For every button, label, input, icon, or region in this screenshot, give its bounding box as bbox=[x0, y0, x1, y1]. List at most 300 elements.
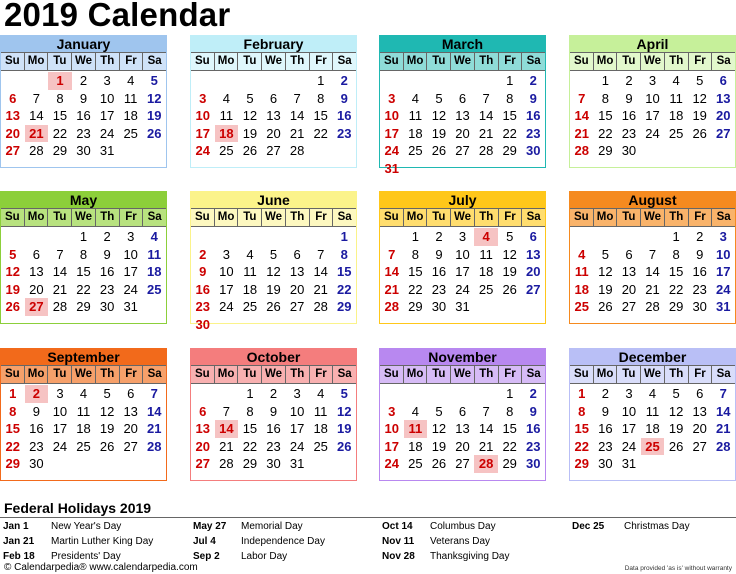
day-cell: 11 bbox=[574, 264, 589, 280]
month-name: March bbox=[380, 36, 545, 53]
empty-cell bbox=[688, 455, 712, 473]
day-cell: 10 bbox=[384, 421, 400, 437]
week-row bbox=[191, 298, 356, 316]
weekday-label: Sa bbox=[147, 211, 162, 223]
day-cell: 26 bbox=[5, 299, 21, 315]
weekday-label: Su bbox=[570, 366, 594, 383]
day-cell: 5 bbox=[150, 73, 158, 88]
day-cell: 15 bbox=[52, 108, 68, 124]
day-cell: 28 bbox=[147, 438, 162, 454]
day-cell: 6 bbox=[269, 90, 278, 106]
day-cell: 27 bbox=[266, 143, 281, 159]
day-cell: 23 bbox=[99, 281, 115, 297]
week-row bbox=[1, 228, 166, 246]
day-cell: 9 bbox=[103, 246, 111, 262]
day-cell: 1 bbox=[411, 229, 419, 244]
empty-cell bbox=[1, 72, 25, 90]
day-cell: 22 bbox=[52, 125, 68, 141]
day-cell: 2 bbox=[340, 73, 348, 88]
week-row bbox=[191, 246, 356, 264]
weekday-label: Fr bbox=[499, 366, 523, 383]
day-cell: 8 bbox=[56, 90, 64, 106]
month-september bbox=[0, 348, 167, 481]
day-cell: 4 bbox=[578, 246, 586, 262]
weekday-label: Tu bbox=[427, 366, 451, 383]
day-cell: 30 bbox=[526, 143, 541, 159]
day-cell: 26 bbox=[266, 299, 281, 315]
holiday-day-cell: 27 bbox=[25, 298, 49, 316]
day-cell: 18 bbox=[408, 438, 423, 454]
day-cell: 6 bbox=[199, 403, 207, 419]
weekday-label: Sa bbox=[337, 368, 352, 380]
empty-cell bbox=[262, 228, 286, 246]
day-cell: 26 bbox=[598, 299, 613, 315]
weekday-label: Sa bbox=[337, 211, 352, 223]
holiday-column bbox=[382, 519, 509, 564]
day-cell: 2 bbox=[79, 73, 88, 88]
day-cell: 6 bbox=[293, 246, 301, 262]
weekday-header bbox=[1, 366, 166, 384]
weekday-label: Mo bbox=[215, 53, 239, 70]
week-row bbox=[1, 281, 166, 299]
day-cell: 15 bbox=[668, 264, 684, 280]
weekday-label: Th bbox=[665, 209, 689, 226]
day-cell: 24 bbox=[384, 143, 400, 159]
day-cell: 10 bbox=[455, 246, 470, 262]
weekday-label: Su bbox=[191, 53, 215, 70]
day-cell: 1 bbox=[79, 229, 88, 244]
day-cell: 8 bbox=[672, 246, 680, 262]
day-cell: 16 bbox=[526, 108, 541, 124]
day-cell: 9 bbox=[435, 246, 443, 262]
empty-cell bbox=[309, 142, 333, 160]
empty-cell bbox=[25, 228, 49, 246]
weekday-label: Fr bbox=[499, 209, 523, 226]
day-cell: 13 bbox=[692, 403, 707, 419]
day-cell: 19 bbox=[5, 281, 21, 297]
month-february bbox=[190, 35, 357, 168]
week-row bbox=[191, 281, 356, 299]
empty-cell bbox=[404, 385, 428, 403]
day-cell: 25 bbox=[668, 125, 684, 141]
week-row bbox=[570, 281, 735, 299]
day-cell: 25 bbox=[313, 438, 328, 454]
day-cell: 31 bbox=[384, 160, 400, 176]
empty-cell bbox=[119, 455, 143, 473]
weekday-label: We bbox=[451, 53, 475, 70]
weekday-label: Tu bbox=[48, 53, 72, 70]
week-row bbox=[380, 385, 545, 403]
holiday-row bbox=[382, 549, 509, 564]
week-row bbox=[191, 438, 356, 456]
weekday-label: Th bbox=[96, 209, 120, 226]
day-cell: 29 bbox=[502, 456, 517, 472]
day-cell: 3 bbox=[222, 246, 230, 262]
day-cell: 15 bbox=[574, 421, 590, 437]
day-cell: 1 bbox=[506, 73, 514, 88]
holiday-row bbox=[572, 519, 690, 534]
day-cell: 16 bbox=[29, 421, 44, 437]
empty-cell bbox=[332, 455, 356, 473]
empty-cell bbox=[262, 316, 286, 334]
day-cell: 26 bbox=[431, 456, 447, 472]
day-cell: 14 bbox=[29, 108, 44, 124]
day-cell: 7 bbox=[648, 246, 657, 262]
day-cell: 10 bbox=[645, 90, 660, 106]
day-cell: 11 bbox=[669, 90, 683, 106]
weekday-label: Tu bbox=[617, 209, 641, 226]
weekday-label: Sa bbox=[337, 55, 352, 67]
empty-cell bbox=[688, 142, 712, 160]
day-cell: 29 bbox=[5, 456, 21, 472]
day-cell: 5 bbox=[269, 246, 278, 262]
week-row bbox=[1, 403, 166, 421]
week-row bbox=[380, 438, 545, 456]
weekday-label: Th bbox=[96, 53, 120, 70]
month-name: June bbox=[191, 192, 356, 209]
empty-cell bbox=[594, 228, 618, 246]
weekday-label: Su bbox=[570, 209, 594, 226]
month-name: January bbox=[1, 36, 166, 53]
day-cell: 16 bbox=[195, 281, 211, 297]
day-cell: 3 bbox=[127, 229, 135, 244]
empty-cell bbox=[617, 228, 641, 246]
weekday-label: We bbox=[72, 209, 96, 226]
day-cell: 30 bbox=[526, 456, 541, 472]
day-cell: 16 bbox=[337, 108, 352, 124]
empty-cell bbox=[48, 455, 72, 473]
empty-cell bbox=[309, 316, 333, 334]
day-cell: 9 bbox=[340, 90, 348, 106]
weekday-label: Mo bbox=[404, 53, 428, 70]
empty-cell bbox=[380, 72, 404, 90]
day-cell: 15 bbox=[408, 264, 423, 280]
empty-cell bbox=[380, 385, 404, 403]
month-name: September bbox=[1, 349, 166, 366]
day-cell: 18 bbox=[408, 125, 423, 141]
weekday-label: We bbox=[641, 209, 665, 226]
day-cell: 15 bbox=[242, 421, 258, 437]
empty-cell bbox=[427, 385, 451, 403]
day-cell: 2 bbox=[435, 229, 443, 244]
day-cell: 11 bbox=[408, 108, 423, 124]
holidays-title: Federal Holidays 2019 bbox=[4, 500, 152, 516]
day-cell: 25 bbox=[478, 281, 494, 297]
week-row bbox=[380, 228, 545, 246]
day-cell: 7 bbox=[388, 246, 396, 262]
day-cell: 12 bbox=[668, 403, 684, 419]
day-cell: 30 bbox=[76, 143, 91, 159]
weekday-label: Fr bbox=[499, 53, 523, 70]
day-cell: 12 bbox=[266, 264, 281, 280]
weekday-label: Th bbox=[96, 366, 120, 383]
day-cell: 14 bbox=[147, 403, 162, 419]
day-cell: 27 bbox=[289, 299, 305, 315]
day-cell: 19 bbox=[668, 421, 684, 437]
day-cell: 11 bbox=[243, 264, 257, 280]
day-cell: 23 bbox=[266, 438, 281, 454]
holiday-name: Labor Day bbox=[241, 551, 288, 562]
day-cell: 4 bbox=[317, 386, 325, 401]
day-cell: 15 bbox=[502, 108, 517, 124]
weekday-label: Su bbox=[1, 53, 25, 70]
day-cell: 17 bbox=[716, 264, 731, 280]
month-name: February bbox=[191, 36, 356, 53]
empty-cell bbox=[664, 142, 688, 160]
empty-cell bbox=[451, 72, 475, 90]
day-cell: 27 bbox=[455, 456, 470, 472]
holiday-date: Jul 4 bbox=[193, 536, 216, 547]
week-row bbox=[191, 385, 356, 403]
weekday-label: Mo bbox=[594, 366, 618, 383]
week-row bbox=[191, 316, 356, 334]
empty-cell bbox=[215, 72, 239, 90]
weekday-label: Th bbox=[475, 209, 499, 226]
day-cell: 1 bbox=[601, 73, 609, 88]
day-cell: 7 bbox=[578, 90, 586, 106]
day-cell: 7 bbox=[482, 90, 490, 106]
weekday-header bbox=[191, 209, 356, 227]
week-row bbox=[570, 438, 735, 456]
weekday-label: Fr bbox=[689, 53, 713, 70]
empty-cell bbox=[498, 298, 522, 316]
weekday-label: Th bbox=[665, 53, 689, 70]
day-cell: 11 bbox=[479, 246, 493, 262]
day-cell: 20 bbox=[621, 281, 637, 297]
day-cell: 28 bbox=[716, 438, 731, 454]
week-row bbox=[380, 246, 545, 264]
weekday-label: Fr bbox=[310, 209, 334, 226]
day-cell: 26 bbox=[668, 438, 684, 454]
day-cell: 18 bbox=[645, 421, 660, 437]
day-cell: 25 bbox=[147, 281, 162, 297]
day-cell: 3 bbox=[199, 90, 207, 106]
holiday-row bbox=[382, 519, 509, 534]
day-cell: 6 bbox=[458, 403, 467, 419]
day-cell: 9 bbox=[529, 90, 537, 106]
day-cell: 15 bbox=[502, 421, 517, 437]
day-cell: 6 bbox=[32, 246, 40, 262]
holiday-day-cell: 1 bbox=[48, 72, 72, 90]
week-row bbox=[191, 107, 356, 125]
weekday-header bbox=[191, 366, 356, 384]
day-cell: 9 bbox=[79, 90, 88, 106]
day-cell: 6 bbox=[719, 73, 727, 88]
holiday-day-cell: 11 bbox=[404, 420, 428, 438]
weekday-label: Fr bbox=[120, 209, 144, 226]
day-cell: 24 bbox=[123, 281, 138, 297]
day-cell: 7 bbox=[719, 386, 727, 401]
weekday-label: Fr bbox=[310, 366, 334, 383]
day-cell: 2 bbox=[103, 229, 111, 244]
empty-cell bbox=[285, 316, 309, 334]
day-cell: 2 bbox=[269, 386, 278, 401]
weekday-label: We bbox=[641, 366, 665, 383]
holiday-date: May 27 bbox=[193, 521, 227, 532]
day-cell: 14 bbox=[313, 264, 328, 280]
day-cell: 20 bbox=[123, 421, 138, 437]
day-cell: 20 bbox=[266, 125, 281, 141]
day-cell: 16 bbox=[431, 264, 447, 280]
day-cell: 4 bbox=[246, 246, 254, 262]
week-row bbox=[380, 125, 545, 143]
day-cell: 12 bbox=[147, 90, 162, 106]
weekday-label: Fr bbox=[310, 53, 334, 70]
day-cell: 21 bbox=[313, 281, 328, 297]
day-cell: 10 bbox=[99, 90, 115, 106]
day-cell: 13 bbox=[29, 264, 44, 280]
day-cell: 9 bbox=[601, 403, 609, 419]
empty-cell bbox=[332, 142, 356, 160]
day-cell: 8 bbox=[506, 403, 514, 419]
empty-cell bbox=[1, 228, 25, 246]
week-row bbox=[570, 142, 735, 160]
holiday-column bbox=[572, 519, 690, 534]
day-cell: 11 bbox=[645, 403, 660, 419]
holiday-date: Dec 25 bbox=[572, 521, 605, 532]
month-name: August bbox=[570, 192, 735, 209]
day-cell: 29 bbox=[76, 299, 91, 315]
day-cell: 8 bbox=[506, 90, 514, 106]
day-cell: 23 bbox=[431, 281, 447, 297]
day-cell: 20 bbox=[526, 264, 541, 280]
day-cell: 22 bbox=[502, 125, 517, 141]
day-cell: 23 bbox=[598, 438, 613, 454]
day-cell: 13 bbox=[5, 108, 21, 124]
week-row bbox=[1, 90, 166, 108]
day-cell: 15 bbox=[313, 108, 328, 124]
day-cell: 23 bbox=[29, 438, 44, 454]
day-cell: 1 bbox=[317, 73, 325, 88]
day-cell: 21 bbox=[147, 421, 162, 437]
empty-cell bbox=[285, 228, 309, 246]
day-cell: 11 bbox=[147, 246, 162, 262]
week-row bbox=[191, 455, 356, 473]
empty-cell bbox=[48, 228, 72, 246]
weekday-label: Th bbox=[475, 366, 499, 383]
day-cell: 5 bbox=[103, 386, 111, 401]
day-cell: 30 bbox=[598, 456, 613, 472]
weekday-label: Sa bbox=[147, 55, 162, 67]
day-cell: 22 bbox=[408, 281, 423, 297]
day-cell: 20 bbox=[5, 125, 21, 141]
weekday-label: Sa bbox=[147, 368, 162, 380]
day-cell: 9 bbox=[269, 403, 278, 419]
empty-cell bbox=[95, 455, 119, 473]
day-cell: 2 bbox=[625, 73, 633, 88]
weekday-header bbox=[191, 53, 356, 71]
empty-cell bbox=[641, 142, 665, 160]
day-cell: 5 bbox=[672, 386, 680, 401]
day-cell: 12 bbox=[598, 264, 613, 280]
week-row bbox=[570, 385, 735, 403]
day-cell: 29 bbox=[52, 143, 68, 159]
week-row bbox=[570, 72, 735, 90]
holiday-column bbox=[193, 519, 325, 564]
holiday-day-cell: 14 bbox=[215, 420, 239, 438]
day-cell: 20 bbox=[716, 108, 731, 124]
day-cell: 16 bbox=[99, 264, 115, 280]
day-cell: 24 bbox=[195, 143, 211, 159]
day-cell: 13 bbox=[621, 264, 637, 280]
holiday-row bbox=[193, 534, 325, 549]
empty-cell bbox=[238, 72, 262, 90]
weekday-header bbox=[570, 53, 735, 71]
week-row bbox=[380, 420, 545, 438]
empty-cell bbox=[521, 160, 545, 178]
weekday-label: We bbox=[451, 366, 475, 383]
day-cell: 8 bbox=[9, 403, 17, 419]
week-row bbox=[191, 90, 356, 108]
day-cell: 25 bbox=[219, 143, 234, 159]
empty-cell bbox=[641, 455, 665, 473]
empty-cell bbox=[404, 160, 428, 178]
month-december bbox=[569, 348, 736, 481]
day-cell: 18 bbox=[123, 108, 138, 124]
weekday-label: Fr bbox=[689, 366, 713, 383]
day-cell: 21 bbox=[384, 281, 400, 297]
day-cell: 13 bbox=[526, 246, 541, 262]
week-row bbox=[191, 420, 356, 438]
empty-cell bbox=[25, 72, 49, 90]
week-row bbox=[1, 298, 166, 316]
day-cell: 15 bbox=[598, 108, 613, 124]
day-cell: 31 bbox=[621, 456, 637, 472]
disclaimer: Data provided 'as is' without warranty bbox=[624, 565, 732, 572]
weekday-label: Sa bbox=[526, 55, 541, 67]
day-cell: 19 bbox=[266, 281, 281, 297]
holiday-row bbox=[193, 519, 325, 534]
day-cell: 15 bbox=[337, 264, 352, 280]
holiday-row bbox=[382, 534, 509, 549]
empty-cell bbox=[285, 72, 309, 90]
week-row bbox=[1, 246, 166, 264]
day-cell: 22 bbox=[574, 438, 590, 454]
weekday-label: Su bbox=[191, 209, 215, 226]
day-cell: 17 bbox=[289, 421, 305, 437]
holiday-row bbox=[3, 519, 153, 534]
day-cell: 23 bbox=[621, 125, 637, 141]
day-cell: 22 bbox=[242, 438, 258, 454]
weekday-label: Tu bbox=[238, 53, 262, 70]
day-cell: 5 bbox=[696, 73, 704, 88]
day-cell: 9 bbox=[32, 403, 40, 419]
day-cell: 3 bbox=[625, 386, 633, 401]
day-cell: 20 bbox=[29, 281, 44, 297]
day-cell: 29 bbox=[408, 299, 423, 315]
weekday-label: Su bbox=[380, 366, 404, 383]
day-cell: 10 bbox=[621, 403, 637, 419]
day-cell: 26 bbox=[147, 125, 162, 141]
week-row bbox=[191, 263, 356, 281]
day-cell: 19 bbox=[242, 125, 258, 141]
day-cell: 21 bbox=[52, 281, 68, 297]
empty-cell bbox=[664, 455, 688, 473]
week-row bbox=[1, 420, 166, 438]
day-cell: 12 bbox=[431, 421, 447, 437]
day-cell: 14 bbox=[716, 403, 731, 419]
empty-cell bbox=[498, 160, 522, 178]
week-row bbox=[570, 403, 735, 421]
weekday-label: Th bbox=[665, 366, 689, 383]
month-november bbox=[379, 348, 546, 481]
day-cell: 13 bbox=[123, 403, 138, 419]
day-cell: 5 bbox=[340, 386, 348, 401]
day-cell: 17 bbox=[123, 264, 138, 280]
week-row bbox=[570, 246, 735, 264]
holiday-name: Presidents' Day bbox=[51, 551, 121, 562]
day-cell: 13 bbox=[289, 264, 305, 280]
